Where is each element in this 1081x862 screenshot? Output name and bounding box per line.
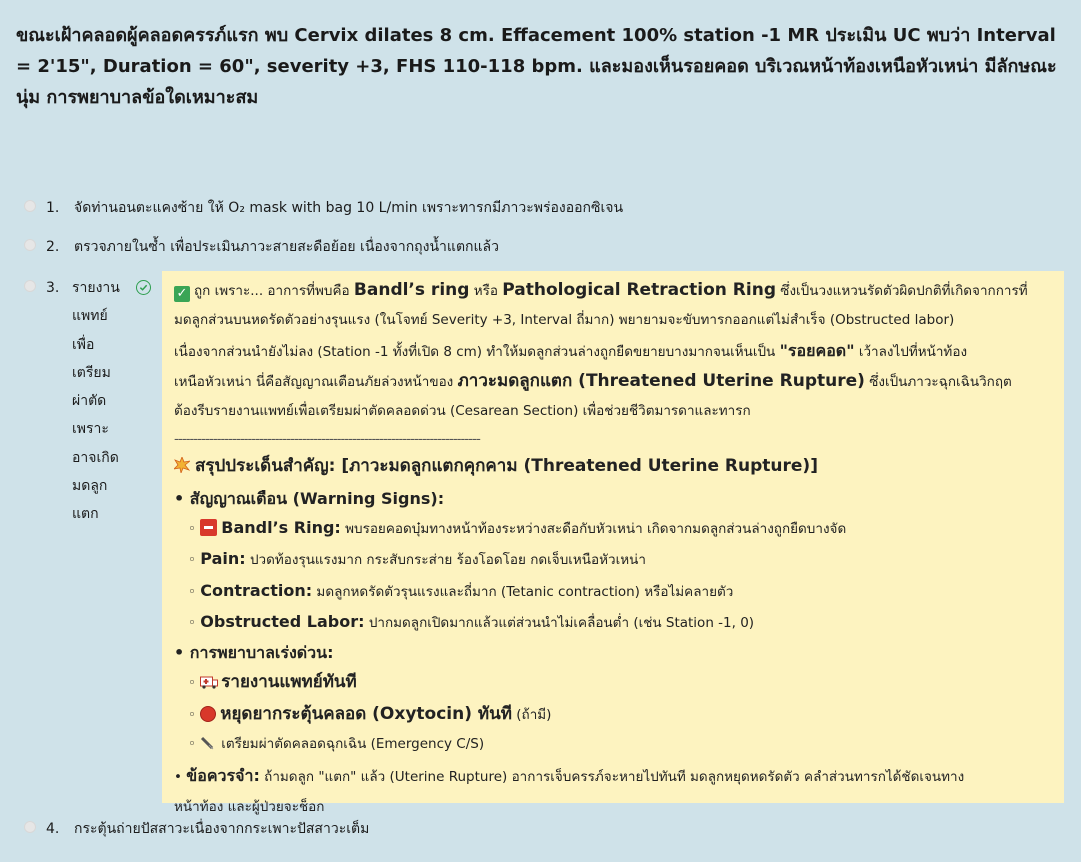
option-label-line: เพราะ (72, 421, 109, 438)
item-label: รายงานแพทย์ทันที (221, 671, 357, 692)
remember-text: ถ้ามดลูก "แตก" แล้ว (Uterine Rupture) อาการเจ็บครรภ์จะหายไปทันที มดลูกหยุดหดรัดตัว คลำส่วนทารกได้ชัดเจนทาง (264, 769, 965, 786)
option-label-line: เตรียม (72, 364, 111, 381)
option-label-line: อาจเกิด (72, 449, 119, 466)
stop-sign-icon (200, 706, 216, 722)
list-item: ◦ เตรียมผ่าตัดคลอดฉุกเฉิน (Emergency C/S) (174, 730, 1054, 761)
feedback-emphasis: "รอยคอด" (779, 340, 855, 360)
collision-icon (174, 454, 192, 483)
list-item: ◦ Obstructed Labor: ปากมดลูกเปิดมากแล้วแต่ส่วนนำไม่เคลื่อนต่ำ (เช่น Station -1, 0) (188, 611, 755, 631)
summary-text: สรุปประเด็นสำคัญ: [ภาวะมดลูกแตกคุกคาม (Threatened Uterine Rupture)] (195, 456, 818, 477)
option-label-line: ผ่าตัด (72, 393, 107, 410)
warning-heading: • สัญญาณเตือน (Warning Signs): (174, 488, 445, 508)
question-text: ขณะเฝ้าคลอดผู้คลอดครรภ์แรก พบ Cervix dilates 8 cm. Effacement 100% station -1 MR ประเมิน UC พบว่า Interval = 2'15", Duration = 60", severity +3, FHS 110-118 bpm. และมองเห็นรอยคอด บริเวณหน้าท้องเหนือหัวเหน่า มีลักษณะนุ่ม การพยาบาลข้อใดเหมาะสม (16, 25, 1057, 108)
white-check-mark-icon: ✓ (174, 286, 190, 302)
option-label: ตรวจภายในซ้ำ เพื่อประเมินภาวะสายสะดือย้อย เนื่องจากถุงน้ำแตกแล้ว (74, 239, 499, 255)
option-label-line: รายงาน (72, 280, 120, 296)
item-label: Obstructed Labor: (200, 611, 365, 631)
option-2[interactable] (24, 237, 499, 257)
feedback-emphasis: Pathological Retraction Ring (502, 280, 776, 300)
item-label: Bandl’s Ring: (221, 518, 341, 538)
feedback-text: ถูก เพราะ... อาการที่พบคือ (194, 283, 350, 299)
item-text: มดลูกหดรัดตัวรุนแรงและถี่มาก (Tetanic contraction) หรือไม่คลายตัว (316, 583, 734, 600)
separator: ------------------------------------------------------------------------------- (174, 431, 480, 448)
option-label: กระตุ้นถ่ายปัสสาวะเนื่องจากกระเพาะปัสสาวะเต็ม (74, 821, 370, 837)
feedback-emphasis: Bandl’s ring (353, 280, 470, 300)
option-4[interactable] (24, 819, 369, 839)
feedback-panel (162, 271, 1064, 815)
feedback-line: มดลูกส่วนบนหดรัดตัวอย่างรุนแรง (ในโจทย์ Severity +3, Interval ถี่มาก) พยายามจะขับทารกออกแต่ไม่สำเร็จ (Obstructed labor) (174, 312, 955, 329)
feedback-text: เว้าลงไปที่หน้าท้อง (858, 343, 968, 360)
sos-icon (200, 519, 217, 536)
option-label-line: มดลูก (72, 478, 108, 495)
feedback-line (174, 276, 1054, 306)
item-text: ปากมดลูกเปิดมากแล้วแต่ส่วนนำไม่เคลื่อนต่ำ (เช่น Station -1, 0) (368, 614, 755, 631)
ambulance-icon (200, 671, 218, 700)
option-label-line: เพื่อ (72, 336, 95, 353)
feedback-text: หรือ (473, 283, 498, 299)
option-3[interactable] (24, 278, 132, 529)
radio-button[interactable] (24, 821, 36, 833)
warning-title: สัญญาณเตือน (Warning Signs): (189, 488, 445, 508)
syringe-icon (200, 732, 218, 761)
item-text: เตรียมผ่าตัดคลอดฉุกเฉิน (Emergency C/S) (221, 736, 485, 753)
option-number: 3. (46, 280, 60, 296)
feedback-line: ต้องรีบรายงานแพทย์เพื่อเตรียมผ่าตัดคลอดด่วน (Cesarean Section) เพื่อช่วยชีวิตมารดาและทารก (174, 403, 751, 420)
summary-heading (174, 452, 1054, 483)
list-item: ◦ Contraction: มดลูกหดรัดตัวรุนแรงและถี่มาก (Tetanic contraction) หรือไม่คลายตัว (188, 580, 734, 600)
feedback-text: เนื่องจากส่วนนำยังไม่ลง (Station -1 ทั้งที่เปิด 8 cm) ทำให้มดลูกส่วนล่างถูกยืดขยายบางมากจนเห็นเป็น (174, 343, 776, 360)
list-item: ◦ Bandl’s Ring: พบรอยคอดบุ๋มทางหน้าท้องระหว่างสะดือกับหัวเหน่า เกิดจากมดลูกส่วนล่างถูกยืดบางจัด (188, 518, 847, 538)
list-item: ◦ หยุดยากระตุ้นคลอด (Oxytocin) ทันที (ถ้ามี) (188, 703, 552, 724)
list-item: ◦ Pain: ปวดท้องรุนแรงมาก กระสับกระส่าย ร้องโอดโอย กดเจ็บเหนือหัวเหน่า (188, 549, 646, 569)
feedback-text: เหนือหัวเหน่า นี่คือสัญญาณเตือนภัยล่วงหน้าของ (174, 373, 454, 390)
feedback-text: ซึ่งเป็นวงแหวนรัดตัวผิดปกติที่เกิดจากการที่ (780, 283, 1028, 299)
list-item: ◦ รายงานแพทย์ทันที (174, 668, 1054, 700)
option-number: 2. (46, 239, 60, 255)
feedback-line (174, 336, 1054, 367)
option-label-line: แตก (72, 506, 99, 523)
radio-button[interactable] (24, 200, 36, 212)
item-label: Contraction: (200, 580, 313, 600)
option-number: 1. (46, 200, 60, 216)
option-label: จัดท่านอนตะแคงซ้าย ให้ O₂ mask with bag 10 L/min เพราะทารกมีภาวะพร่องออกซิเจน (74, 200, 624, 216)
item-text: พบรอยคอดบุ๋มทางหน้าท้องระหว่างสะดือกับหัวเหน่า เกิดจากมดลูกส่วนล่างถูกยืดบางจัด (345, 521, 847, 538)
radio-button[interactable] (24, 280, 36, 292)
remember-label: ข้อควรจำ: (186, 766, 260, 786)
item-text: ปวดท้องรุนแรงมาก กระสับกระส่าย ร้องโอดโอย กดเจ็บเหนือหัวเหน่า (249, 552, 646, 569)
option-label (72, 274, 132, 529)
option-1[interactable] (24, 198, 623, 218)
nursing-title: การพยาบาลเร่งด่วน: (189, 643, 334, 663)
item-label: Pain: (200, 549, 246, 569)
feedback-emphasis: ภาวะมดลูกแตก (Threatened Uterine Rupture) (457, 370, 865, 391)
feedback-text: ซึ่งเป็นภาวะฉุกเฉินวิกฤต (869, 373, 1012, 390)
option-number: 4. (46, 821, 60, 837)
radio-button[interactable] (24, 239, 36, 251)
item-label: หยุดยากระตุ้นคลอด (Oxytocin) ทันที (220, 703, 512, 724)
feedback-line (174, 367, 1054, 397)
option-label-line: แพทย์ (72, 308, 108, 325)
item-text: (ถ้ามี) (516, 706, 552, 723)
nursing-heading: • การพยาบาลเร่งด่วน: (174, 643, 334, 663)
remember-line: • ข้อควรจำ: ถ้ามดลูก "แตก" แล้ว (Uterine Rupture) อาการเจ็บครรภ์จะหายไปทันที มดลูกหยุดหดรัดตัว คลำส่วนทารกได้ชัดเจนทาง (174, 766, 965, 786)
check-circle-icon (136, 280, 151, 295)
remember-line: หน้าท้อง และผู้ป่วยจะช็อก (174, 798, 325, 815)
